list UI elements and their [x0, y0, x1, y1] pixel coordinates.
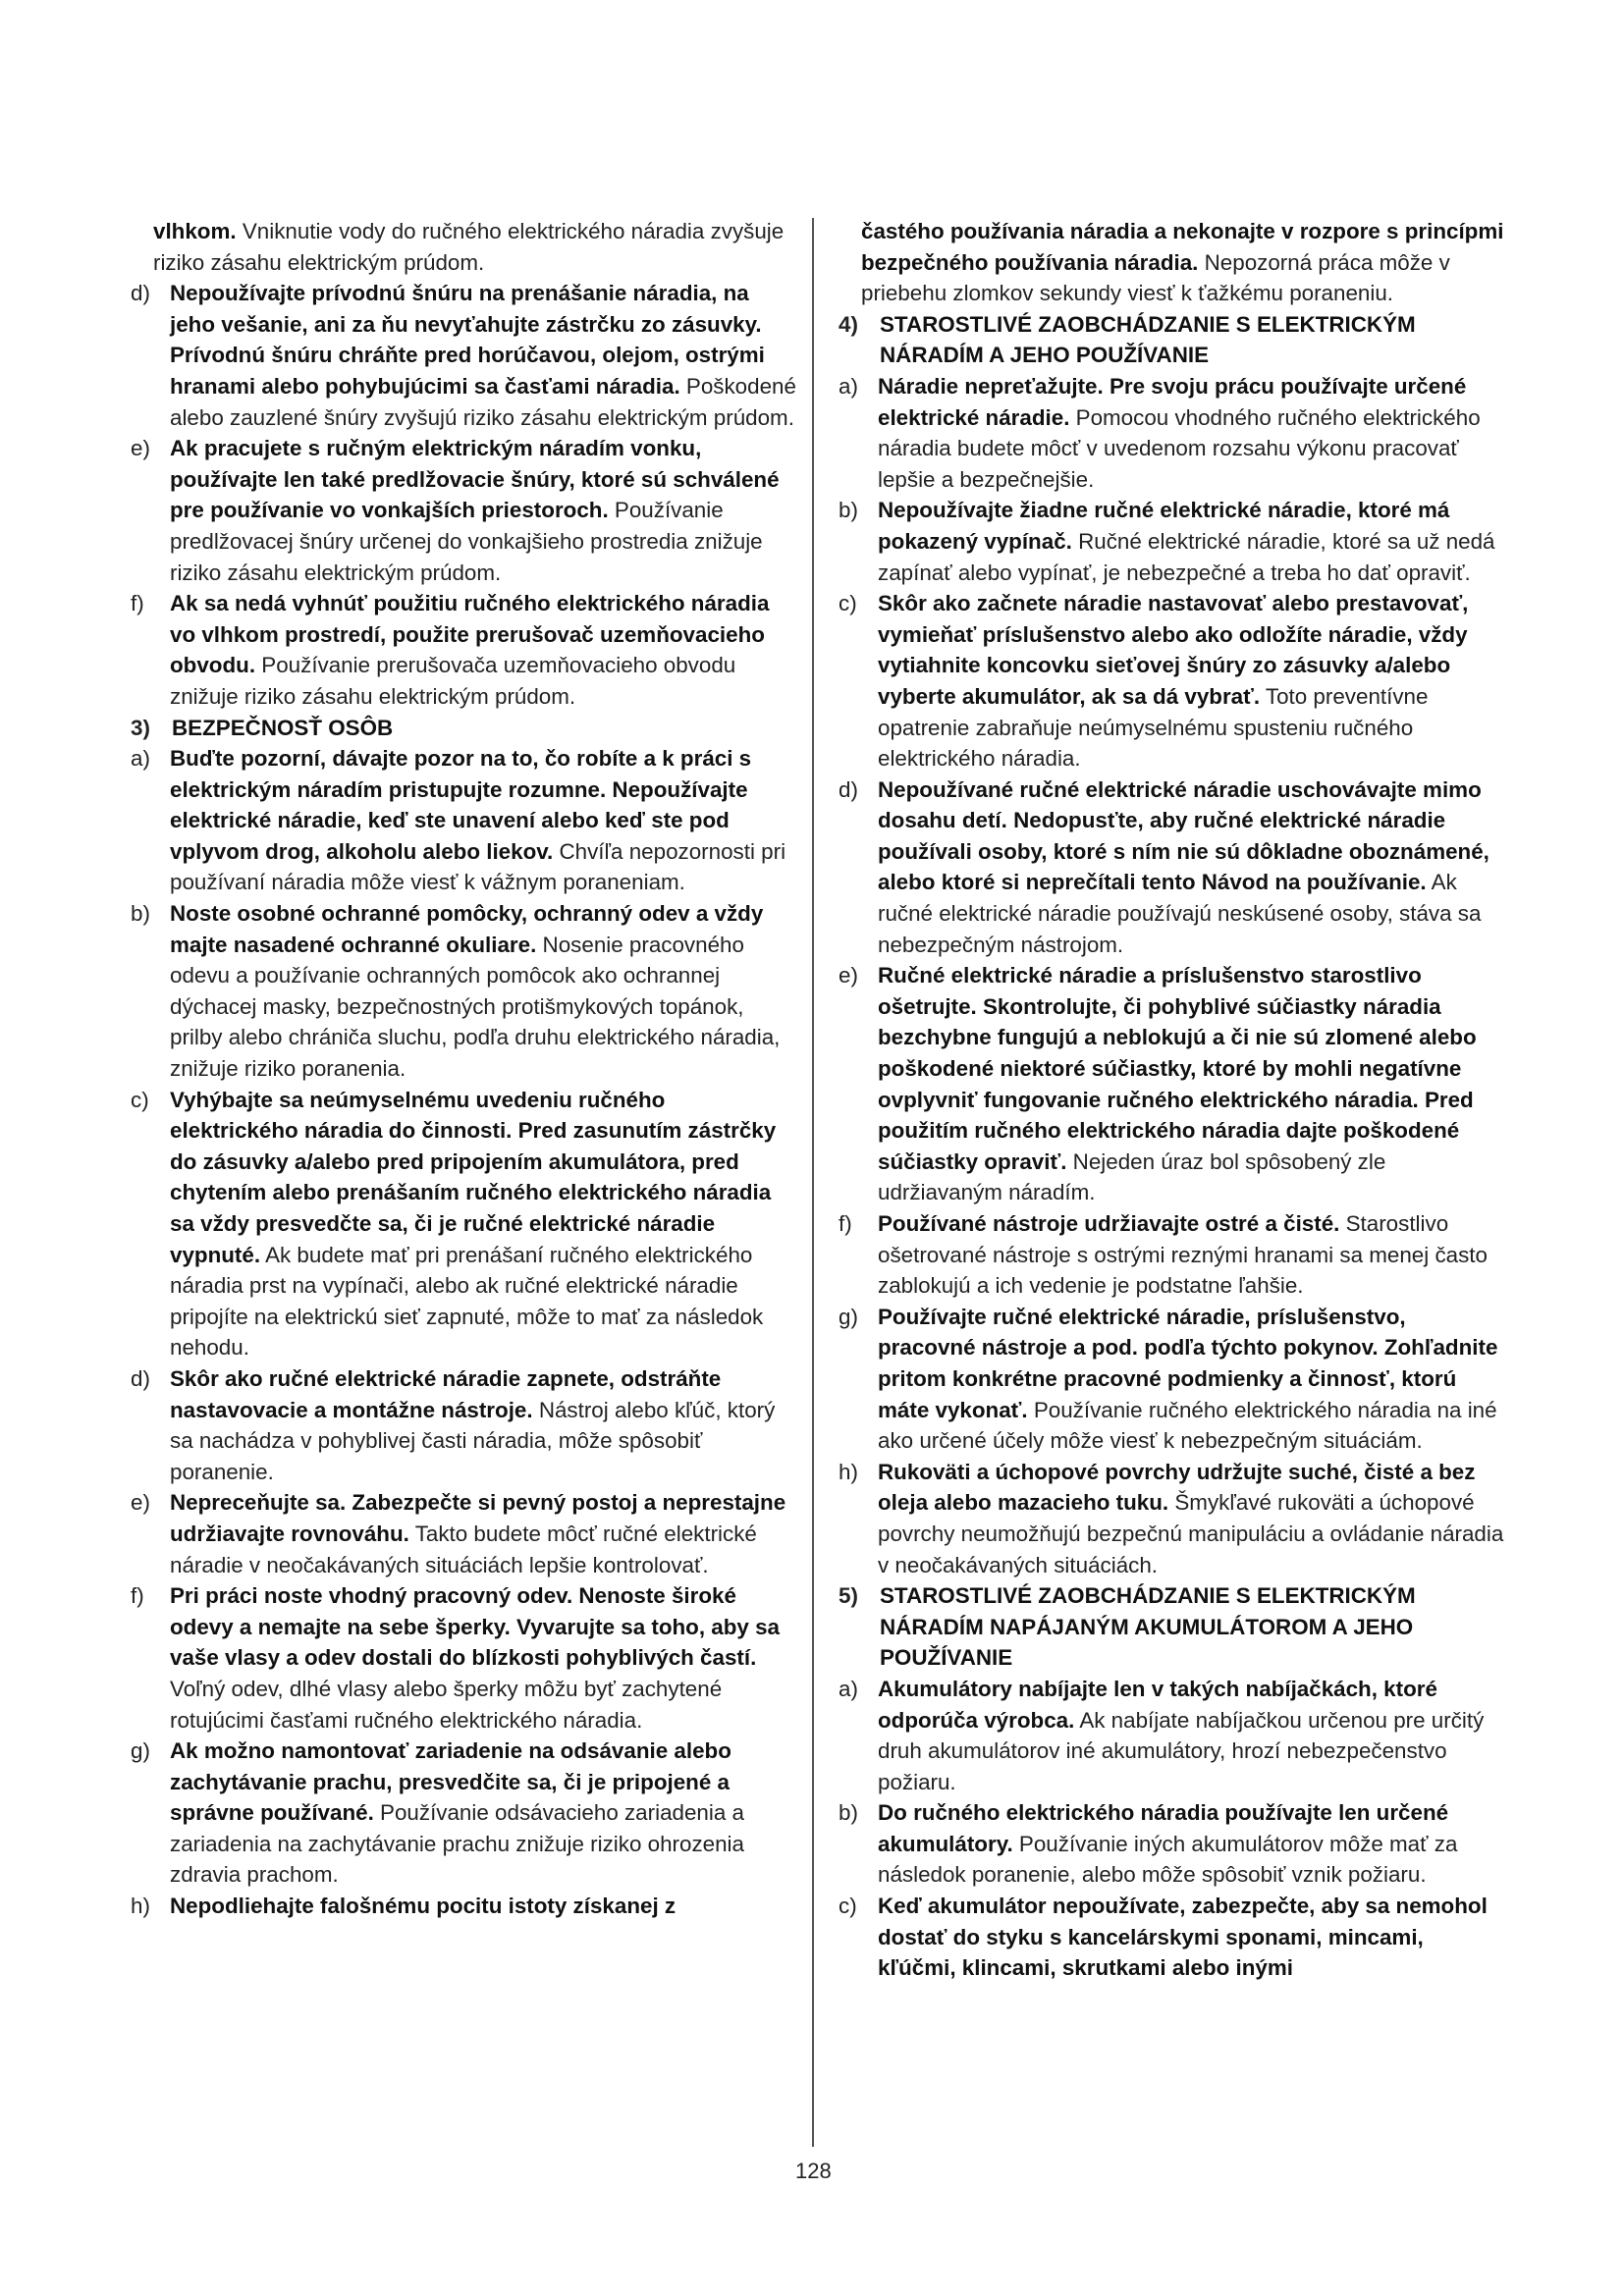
section-number: 3) — [131, 715, 150, 740]
section-title: STAROSTLIVÉ ZAOBCHÁDZANIE S ELEKTRICKÝM NÁRADÍM A JEHO POUŽÍVANIE — [880, 311, 1416, 368]
list-item: a) Buďte pozorní, dávajte pozor na to, čo robíte a k práci s elektrickým náradím pristupujte rozumne. Nepoužívajte elektrické náradie, keď ste unavení alebo keď ste pod vplyvom drog, alkoholu alebo liekov. Chvíľa nepozornosti pri používaní náradia môže viesť k vážnym poraneniam. — [134, 743, 797, 898]
item-letter: c) — [839, 591, 857, 616]
section-number: 5) — [839, 1583, 858, 1609]
list-item: b) Nepoužívajte žiadne ručné elektrické náradie, ktoré má pokazený vypínač. Ručné elektrické náradie, ktoré sa už nedá zapínať alebo vypínať, je nebezpečné a treba ho dať opraviť. — [841, 495, 1505, 588]
section-number: 4) — [839, 311, 858, 337]
paragraph: vlhkom. Vniknutie vody do ručného elektrického náradia zvyšuje riziko zásahu elektrickým prúdom. — [153, 219, 785, 275]
item-letter: c) — [839, 1894, 857, 1919]
item-letter: g) — [839, 1304, 858, 1329]
list-item: h) Nepodliehajte falošnému pocitu istoty získanej z — [134, 1891, 797, 1922]
column-divider — [812, 218, 814, 2147]
list-item: e) Ak pracujete s ručným elektrickým náradím vonku, používajte len také predlžovacie šnúry, ktoré sú schválené pre používanie vo vonkajších priestoroch. Používanie predlžovacej šnúry určenej do vonkajšieho prostredia znižuje riziko zásahu elektrickým prúdom. — [134, 433, 797, 588]
list-item: g) Používajte ručné elektrické náradie, príslušenstvo, pracovné nástroje a pod. podľa týchto pokynov. Zohľadnite pritom konkrétne pracovné podmienky a činnosť, ktorú máte vykonať. Používanie ručného elektrického náradia na iné ako určené účely môže viesť k nebezpečným situáciám. — [841, 1302, 1505, 1457]
section-title: BEZPEČNOSŤ OSÔB — [172, 715, 394, 740]
list-item: b) Noste osobné ochranné pomôcky, ochranný odev a vždy majte nasadené ochranné okuliare. Nosenie pracovného odevu a používanie ochranných pomôcok ako ochrannej dýchacej masky, bezpečnostných protišmykových topánok, prilby alebo chrániča sluchu, podľa druhu elektrického náradia, znižuje riziko poranenia. — [134, 898, 797, 1085]
list-item: d) Nepoužívajte prívodnú šnúru na prenášanie náradia, na jeho vešanie, ani za ňu nevyťahujte zástrčku zo zásuvky. Prívodnú šnúru chráňte pred horúčavou, olejom, ostrými hranami alebo pohybujúcimi sa časťami náradia. Poškodené alebo zauzlené šnúry zvyšujú riziko zásahu elektrickým prúdom. — [134, 278, 797, 433]
list-item: f) Ak sa nedá vyhnúť použitiu ručného elektrického náradia vo vlhkom prostredí, použite prerušovač uzemňovacieho obvodu. Používanie prerušovača uzemňovacieho obvodu znižuje riziko zásahu elektrickým prúdom. — [134, 588, 797, 712]
list-item: a) Náradie nepreťažujte. Pre svoju prácu používajte určené elektrické náradie. Pomocou vhodného ručného elektrického náradia budete môcť v uvedenom rozsahu výkonu pracovať lepšie a bezpečnejšie. — [841, 371, 1505, 495]
page-number: 128 — [795, 2159, 832, 2183]
item-letter: b) — [131, 901, 150, 927]
list-item: g) Ak možno namontovať zariadenie na odsávanie alebo zachytávanie prachu, presvedčite sa, či je pripojené a správne používané. Používanie odsávacieho zariadenia a zariadenia na zachytávanie prachu znižuje riziko ohrozenia zdravia prachom. — [134, 1735, 797, 1891]
list-item: c) Keď akumulátor nepoužívate, zabezpečte, aby sa nemohol dostať do styku s kancelárskymi sponami, mincami, kľúčmi, klincami, skrutkami alebo inými — [841, 1891, 1505, 1984]
list-item: e) Ručné elektrické náradie a príslušenstvo starostlivo ošetrujte. Skontrolujte, či pohyblivé súčiastky náradia bezchybne fungujú a neblokujú a či nie sú zlomené alebo poškodené niektoré súčiastky, ktoré by mohli negatívne ovplyvniť fungovanie ručného elektrického náradia. Pred použitím ručného elektrického náradia dajte poškodené súčiastky opraviť. Nejeden úraz bol spôsobený zle udržiavaným náradím. — [841, 960, 1505, 1208]
list-item: a) Akumulátory nabíjajte len v takých nabíjačkách, ktoré odporúča výrobca. Ak nabíjate nabíjačkou určenou pre určitý druh akumulátorov iné akumulátory, hrozí nebezpečenstvo požiaru. — [841, 1674, 1505, 1797]
item-letter: a) — [839, 373, 858, 399]
item-letter: a) — [131, 746, 150, 772]
item-letter: b) — [839, 1800, 858, 1826]
item-letter: b) — [839, 498, 858, 523]
item-letter: d) — [131, 1365, 150, 1391]
item-letter: d) — [839, 776, 858, 802]
list-item: h) Rukoväti a úchopové povrchy udržujte suché, čisté a bez oleja alebo mazacieho tuku. Šmykľavé rukoväti a úchopové povrchy neumožňujú bezpečnú manipuláciu a ovládanie náradia v neočakávaných situáciách. — [841, 1457, 1505, 1580]
item-letter: e) — [131, 1490, 150, 1516]
list-item: f) Používané nástroje udržiavajte ostré a čisté. Starostlivo ošetrované nástroje s ostrými reznými hranami sa menej často zablokujú a ich vedenie je podstatne ľahšie. — [841, 1208, 1505, 1302]
item-letter: h) — [839, 1459, 858, 1484]
section-heading — [841, 309, 1505, 371]
section-title: STAROSTLIVÉ ZAOBCHÁDZANIE S ELEKTRICKÝM NÁRADÍM NAPÁJANÝM AKUMULÁTOROM A JEHO POUŽÍVANIE — [880, 1583, 1416, 1671]
list-item: b) Do ručného elektrického náradia používajte len určené akumulátory. Používanie iných akumulátorov môže mať za následok poranenie, alebo môže spôsobiť vznik požiaru. — [841, 1797, 1505, 1891]
item-letter: a) — [839, 1676, 858, 1701]
left-column — [131, 216, 797, 1922]
paragraph: častého používania náradia a nekonajte v rozpore s princípmi bezpečného používania náradia. Nepozorná práca môže v priebehu zlomkov sekundy viesť k ťažkému poraneniu. — [861, 219, 1504, 306]
section-heading — [131, 713, 797, 744]
list-item: f) Pri práci noste vhodný pracovný odev. Nenoste široké odevy a nemajte na sebe šperky. Vyvarujte sa toho, aby sa vaše vlasy a odev dostali do blízkosti pohyblivých častí. Voľný odev, dlhé vlasy alebo šperky môžu byť zachytené rotujúcimi časťami ručného elektrického náradia. — [134, 1580, 797, 1735]
item-letter: g) — [131, 1738, 150, 1764]
item-letter: e) — [131, 436, 150, 461]
item-letter: c) — [131, 1087, 149, 1112]
right-column — [841, 216, 1505, 1984]
list-item: c) Skôr ako začnete náradie nastavovať alebo prestavovať, vymieňať príslušenstvo alebo ako odložíte náradie, vždy vytiahnite koncovku sieťovej šnúry zo zásuvky a/alebo vyberte akumulátor, ak sa dá vybrať. Toto preventívne opatrenie zabraňuje neúmyselnému spusteniu ručného elektrického náradia. — [841, 588, 1505, 774]
item-letter: f) — [131, 591, 144, 616]
list-item: c) Vyhýbajte sa neúmyselnému uvedeniu ručného elektrického náradia do činnosti. Pred zasunutím zástrčky do zásuvky a/alebo pred pripojením akumulátora, pred chytením alebo prenášaním ručného elektrického náradia sa vždy presvedčte sa, či je ručné elektrické náradie vypnuté. Ak budete mať pri prenášaní ručného elektrického náradia prst na vypínači, alebo ak ručné elektrické náradie pripojíte na elektrickú sieť zapnuté, môže to mať za následok nehodu. — [134, 1085, 797, 1363]
item-letter: h) — [131, 1894, 150, 1919]
list-item: d) Skôr ako ručné elektrické náradie zapnete, odstráňte nastavovacie a montážne nástroje. Nástroj alebo kľúč, ktorý sa nachádza v pohyblivej časti náradia, môže spôsobiť poranenie. — [134, 1363, 797, 1487]
item-letter: f) — [839, 1211, 852, 1236]
list-item: d) Nepoužívané ručné elektrické náradie uschovávajte mimo dosahu detí. Nedopusťte, aby ručné elektrické náradie používali osoby, ktoré s ním nie sú dôkladne oboznámené, alebo ktoré si neprečítali tento Návod na používanie. Ak ručné elektrické náradie používajú neskúsené osoby, stáva sa nebezpečným nástrojom. — [841, 774, 1505, 961]
item-letter: e) — [839, 963, 858, 988]
list-item: e) Nepreceňujte sa. Zabezpečte si pevný postoj a neprestajne udržiavajte rovnováhu. Takto budete môcť ručné elektrické náradie v neočakávaných situáciách lepšie kontrolovať. — [134, 1487, 797, 1580]
item-letter: d) — [131, 281, 150, 306]
section-heading — [841, 1580, 1505, 1674]
item-letter: f) — [131, 1583, 144, 1609]
